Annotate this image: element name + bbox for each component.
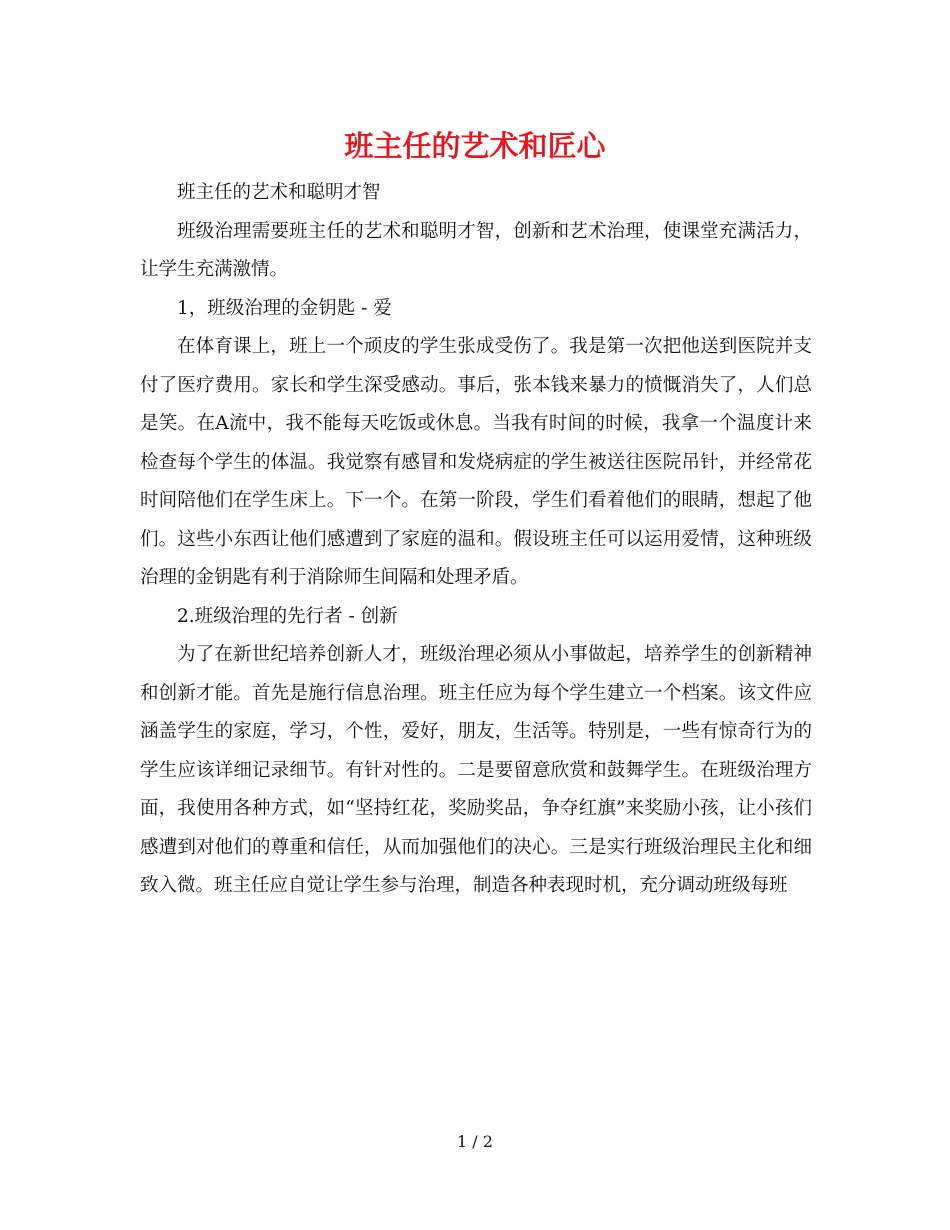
paragraph-intro: 班级治理需要班主任的艺术和聪明才智，创新和艺术治理，使课堂充满活力，让学生充满激情。 bbox=[140, 220, 812, 280]
paragraph-subtitle: 班主任的艺术和聪明才智 bbox=[177, 182, 381, 203]
paragraph-section-2: 为了在新世纪培养创新人才，班级治理必须从小事做起，培养学生的创新精神和创新才能。首先是施行信息治理。班主任应为每个学生建立一个档案。该文件应涵盖学生的家庭，学习，个性，爱好，朋友，生活等。特别是，一些有惊奇行为的学生应该详细记录细节。有针对性的。二是要留意欣赏和鼓舞学生。在班级治理方面，我使用各种方式，如“坚持红花，奖励奖品，争夺红旗”来奖励小孩，让小孩们感遭到对他们的尊重和信任，从而加强他们的决心。三是实行班级治理民主化和细致入微。班主任应自觉让学生参与治理，制造各种表现时机，充分调动班级每班 bbox=[140, 644, 812, 896]
document-title: 班主任的艺术和匠心 bbox=[344, 129, 606, 163]
document-body bbox=[140, 174, 812, 906]
paragraph-section-1: 在体育课上，班上一个顽皮的学生张成受伤了。我是第一次把他送到医院并支付了医疗费用。家长和学生深受感动。事后，张本钱来暴力的愤慨消失了，人们总是笑。在A流中，我不能每天吃饭或休息。当我有时间的时候，我拿一个温度计来检查每个学生的体温。我觉察有感冒和发烧病症的学生被送往医院吊针，并经常花时间陪他们在学生床上。下一个。在第一阶段，学生们看着他们的眼睛，想起了他们。这些小东西让他们感遭到了家庭的温和。假设班主任可以运用爱情，这种班级治理的金钥匙有利于消除师生间隔和处理矛盾。 bbox=[140, 336, 812, 588]
section-heading-2: 2.班级治理的先行者 - 创新 bbox=[177, 605, 398, 627]
section-heading-1: 1，班级治理的金钥匙 - 爱 bbox=[177, 297, 392, 319]
page-number: 1 / 2 bbox=[457, 1132, 493, 1151]
